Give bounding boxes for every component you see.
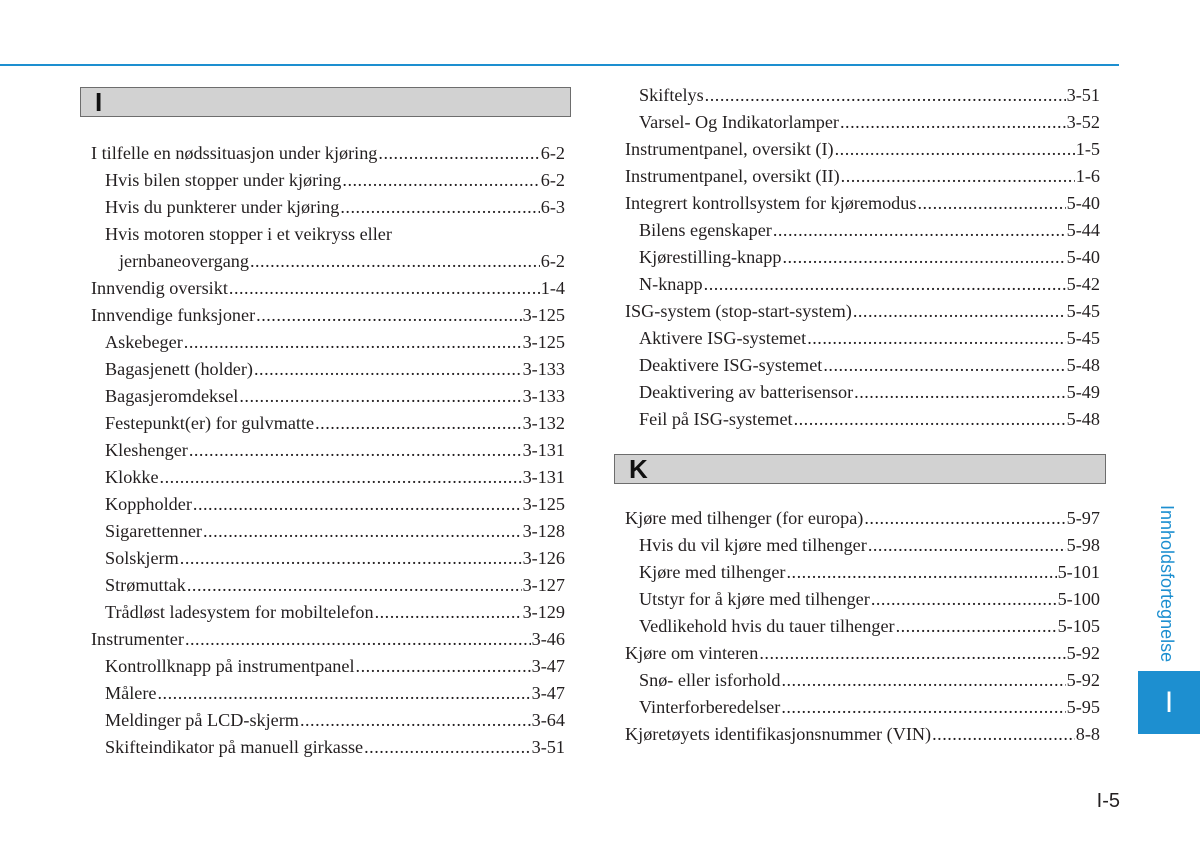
index-entry-page: 3-132 xyxy=(522,413,565,433)
index-entry xyxy=(625,505,1100,532)
index-entry-page: 3-133 xyxy=(522,386,565,406)
index-entry-text: Deaktivering av batterisensor xyxy=(639,382,854,402)
leader-dots xyxy=(841,163,1075,190)
index-entry-text: Utstyr for å kjøre med tilhenger xyxy=(639,589,870,609)
index-entry-text: Kjøretøyets identifikasjonsnummer (VIN) xyxy=(625,724,932,744)
side-section-label: Innholdsfortegnelse xyxy=(1157,505,1177,663)
index-entry-page: 3-46 xyxy=(531,629,565,649)
index-entry xyxy=(91,302,565,329)
index-entry-text: Hvis du punkterer under kjøring xyxy=(105,197,340,217)
index-entry xyxy=(105,410,565,437)
leader-dots xyxy=(229,275,540,302)
leader-dots xyxy=(239,383,521,410)
index-entry-page: 3-47 xyxy=(531,656,565,676)
leader-dots xyxy=(315,410,521,437)
index-entry-text: Deaktivere ISG-systemet xyxy=(639,355,823,375)
leader-dots xyxy=(786,559,1056,586)
index-entry xyxy=(625,136,1100,163)
index-entry-text: Skifteindikator på manuell girkasse xyxy=(105,737,364,757)
index-entry xyxy=(105,464,565,491)
index-entry xyxy=(105,167,565,194)
index-entry-text: ISG-system (stop-start-system) xyxy=(625,301,852,321)
index-entry-page: 3-125 xyxy=(522,305,565,325)
index-entry-text: I tilfelle en nødssituasjon under kjøring xyxy=(91,143,378,163)
leader-dots xyxy=(868,532,1066,559)
index-entry-text: Kleshenger xyxy=(105,440,188,460)
index-entry xyxy=(105,329,565,356)
index-entry-page: 3-128 xyxy=(522,521,565,541)
leader-dots xyxy=(340,194,539,221)
index-entry-text: Innvendig oversikt xyxy=(91,278,228,298)
index-entry-text: Bagasjeromdeksel xyxy=(105,386,239,406)
index-entry xyxy=(625,721,1100,748)
leader-dots xyxy=(254,356,522,383)
leader-dots xyxy=(250,248,540,275)
leader-dots xyxy=(807,325,1065,352)
index-entry-text: Kjørestilling-knapp xyxy=(639,247,782,267)
index-entry xyxy=(639,244,1100,271)
leader-dots xyxy=(160,464,522,491)
index-entry: Hvis motoren stopper i et veikryss eller xyxy=(105,224,392,244)
index-entry-page: 1-6 xyxy=(1075,166,1100,186)
index-entry-page: 3-125 xyxy=(522,494,565,514)
side-section-tab: I xyxy=(1138,671,1200,734)
index-entry-text: Klokke xyxy=(105,467,159,487)
index-entry-page: 8-8 xyxy=(1075,724,1100,744)
index-entry xyxy=(639,586,1100,613)
index-entry xyxy=(105,545,565,572)
index-entry-page: 5-49 xyxy=(1066,382,1100,402)
index-entry-text: Snø- eller isforhold xyxy=(639,670,781,690)
index-entry xyxy=(105,491,565,518)
index-entry-page: 6-2 xyxy=(540,170,565,190)
index-entry-text: Målere xyxy=(105,683,157,703)
index-entry xyxy=(105,194,565,221)
leader-dots xyxy=(300,707,531,734)
leader-dots xyxy=(184,329,522,356)
index-entry-text: Bilens egenskaper xyxy=(639,220,772,240)
index-entry-text: Kjøre med tilhenger xyxy=(639,562,786,582)
index-entry-text: Trådløst ladesystem for mobiltelefon xyxy=(105,602,374,622)
index-entry-page: 6-3 xyxy=(540,197,565,217)
leader-dots xyxy=(203,518,522,545)
index-entry-page: 3-64 xyxy=(531,710,565,730)
index-entry-text: Innvendige funksjoner xyxy=(91,305,256,325)
leader-dots xyxy=(823,352,1065,379)
leader-dots xyxy=(917,190,1065,217)
index-entry-text: Vedlikehold hvis du tauer tilhenger xyxy=(639,616,895,636)
index-entry-page: 5-48 xyxy=(1066,409,1100,429)
leader-dots xyxy=(193,491,522,518)
index-entry-page: 5-45 xyxy=(1066,301,1100,321)
index-entry xyxy=(639,532,1100,559)
index-entry-page: 1-4 xyxy=(540,278,565,298)
index-entry-text: Koppholder xyxy=(105,494,192,514)
leader-dots xyxy=(158,680,531,707)
index-entry xyxy=(639,694,1100,721)
leader-dots xyxy=(794,406,1066,433)
index-entry xyxy=(639,379,1100,406)
index-entry xyxy=(105,356,565,383)
index-entry xyxy=(625,640,1100,667)
leader-dots xyxy=(189,437,522,464)
index-entry xyxy=(639,271,1100,298)
leader-dots xyxy=(187,572,522,599)
index-entry-page: 3-47 xyxy=(531,683,565,703)
index-entry xyxy=(639,217,1100,244)
index-entry-text: Askebeger xyxy=(105,332,183,352)
index-entry-page: 3-51 xyxy=(1066,85,1100,105)
index-entry-page: 5-105 xyxy=(1057,616,1100,636)
index-entry xyxy=(625,190,1100,217)
index-entry-text: Instrumentpanel, oversikt (II) xyxy=(625,166,840,186)
index-entry-text: N-knapp xyxy=(639,274,703,294)
index-entry-page: 5-40 xyxy=(1066,193,1100,213)
index-entry-page: 3-131 xyxy=(522,440,565,460)
index-entry-page: 5-98 xyxy=(1066,535,1100,555)
index-entry-page: 3-51 xyxy=(531,737,565,757)
index-entry xyxy=(639,352,1100,379)
leader-dots xyxy=(704,271,1066,298)
index-entry-text: Kjøre med tilhenger (for europa) xyxy=(625,508,864,528)
index-entry xyxy=(105,653,565,680)
index-entry-text: Bagasjenett (holder) xyxy=(105,359,253,379)
index-entry-page: 5-95 xyxy=(1066,697,1100,717)
index-entry xyxy=(639,559,1100,586)
index-entry-page: 5-92 xyxy=(1066,643,1100,663)
leader-dots xyxy=(256,302,521,329)
index-entry xyxy=(91,626,565,653)
index-entry-page: 3-131 xyxy=(522,467,565,487)
index-entry-text: Solskjerm xyxy=(105,548,179,568)
index-entry xyxy=(105,707,565,734)
index-entry xyxy=(105,734,565,761)
index-entry-page: 5-44 xyxy=(1066,220,1100,240)
index-entry-text: Vinterforberedelser xyxy=(639,697,781,717)
leader-dots xyxy=(781,667,1065,694)
index-entry-page: 5-42 xyxy=(1066,274,1100,294)
index-entry xyxy=(639,406,1100,433)
index-entry xyxy=(625,163,1100,190)
page-number: I-5 xyxy=(1096,790,1120,812)
index-entry-text: Kontrollknapp på instrumentpanel xyxy=(105,656,355,676)
index-entry xyxy=(91,275,565,302)
index-entry-page: 3-133 xyxy=(522,359,565,379)
index-entry-text: jernbaneovergang xyxy=(119,251,249,271)
leader-dots xyxy=(364,734,531,761)
index-entry xyxy=(639,109,1100,136)
index-entry-text: Hvis du vil kjøre med tilhenger xyxy=(639,535,867,555)
index-entry-page: 3-125 xyxy=(522,332,565,352)
index-entry-text: Integrert kontrollsystem for kjøremodus xyxy=(625,193,917,213)
leader-dots xyxy=(932,721,1075,748)
index-entry xyxy=(119,248,565,275)
leader-dots xyxy=(835,136,1075,163)
index-entry-text: Feil på ISG-systemet xyxy=(639,409,793,429)
index-entry-text: Sigarettenner xyxy=(105,521,202,541)
index-entry xyxy=(105,437,565,464)
index-entry-page: 5-92 xyxy=(1066,670,1100,690)
index-entry xyxy=(625,298,1100,325)
leader-dots xyxy=(782,244,1065,271)
index-entry-page: 5-48 xyxy=(1066,355,1100,375)
index-entry-text: Skiftelys xyxy=(639,85,704,105)
top-rule xyxy=(0,64,1119,66)
leader-dots xyxy=(342,167,539,194)
index-entry xyxy=(105,518,565,545)
index-entry-page: 5-101 xyxy=(1057,562,1100,582)
leader-dots xyxy=(180,545,522,572)
index-entry-text: Hvis bilen stopper under kjøring xyxy=(105,170,342,190)
index-entry-text: Kjøre om vinteren xyxy=(625,643,759,663)
index-entry-text: Varsel- Og Indikatorlamper xyxy=(639,112,839,132)
leader-dots xyxy=(781,694,1065,721)
leader-dots xyxy=(375,599,522,626)
index-entry xyxy=(639,82,1100,109)
index-entry-text: Strømuttak xyxy=(105,575,186,595)
index-entry xyxy=(639,325,1100,352)
index-entry-page: 5-97 xyxy=(1066,508,1100,528)
index-entry xyxy=(105,383,565,410)
index-entry-text: Instrumentpanel, oversikt (I) xyxy=(625,139,834,159)
index-entry-page: 5-45 xyxy=(1066,328,1100,348)
leader-dots xyxy=(871,586,1057,613)
leader-dots xyxy=(356,653,531,680)
leader-dots xyxy=(773,217,1066,244)
index-entry-text: Instrumenter xyxy=(91,629,184,649)
index-entry-page: 6-2 xyxy=(540,143,565,163)
index-entry-text: Aktivere ISG-systemet xyxy=(639,328,807,348)
index-entry xyxy=(639,667,1100,694)
index-entry xyxy=(105,572,565,599)
leader-dots xyxy=(705,82,1066,109)
index-entry-page: 5-100 xyxy=(1057,589,1100,609)
leader-dots xyxy=(378,140,539,167)
index-entry-page: 6-2 xyxy=(540,251,565,271)
leader-dots xyxy=(840,109,1066,136)
index-entry-page: 3-129 xyxy=(522,602,565,622)
index-entry-page: 3-126 xyxy=(522,548,565,568)
section-header-i: I xyxy=(80,87,571,117)
section-header-k: K xyxy=(614,454,1106,484)
leader-dots xyxy=(864,505,1065,532)
leader-dots xyxy=(854,379,1066,406)
leader-dots xyxy=(853,298,1066,325)
index-entry xyxy=(105,599,565,626)
index-entry xyxy=(105,680,565,707)
index-entry-page: 5-40 xyxy=(1066,247,1100,267)
index-entry-text: Meldinger på LCD-skjerm xyxy=(105,710,299,730)
index-entry-page: 3-127 xyxy=(522,575,565,595)
index-entry xyxy=(91,140,565,167)
index-entry-page: 1-5 xyxy=(1075,139,1100,159)
leader-dots xyxy=(896,613,1057,640)
index-entry-text: Festepunkt(er) for gulvmatte xyxy=(105,413,315,433)
index-entry xyxy=(639,613,1100,640)
index-entry-page: 3-52 xyxy=(1066,112,1100,132)
leader-dots xyxy=(759,640,1065,667)
leader-dots xyxy=(185,626,531,653)
